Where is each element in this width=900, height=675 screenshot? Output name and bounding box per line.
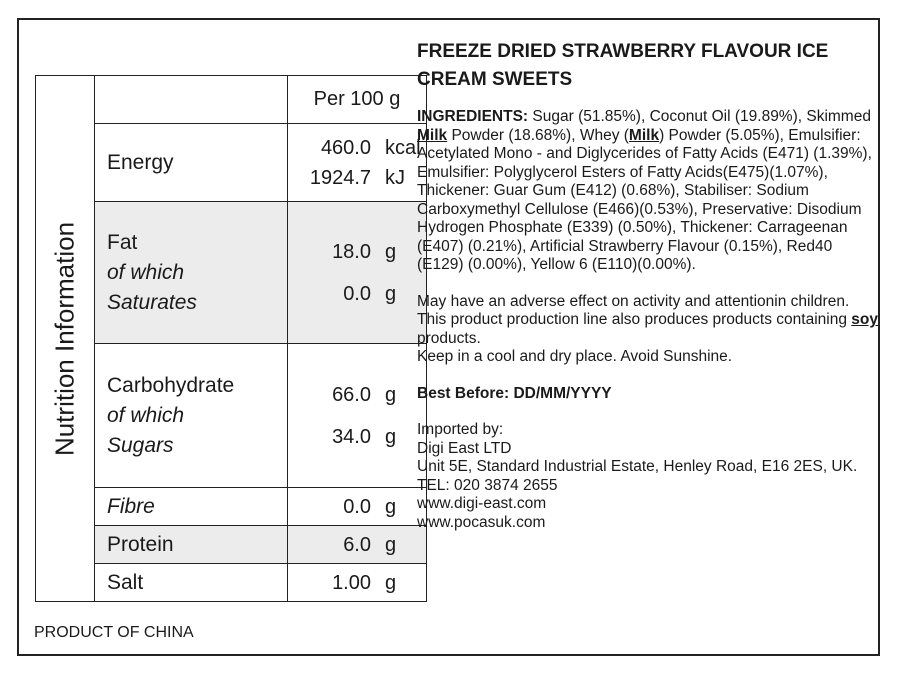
protein-values-cell — [288, 526, 427, 564]
salt-values-cell — [288, 564, 427, 602]
website-pocasuk: www.pocasuk.com — [417, 513, 546, 531]
energy-kcal-row — [288, 133, 426, 163]
production-line-notice — [417, 311, 879, 348]
sugars-row — [288, 422, 426, 452]
nutrition-side-title-cell — [36, 76, 95, 602]
ingredients-text-1: Sugar (51.85%), Coconut Oil (19.89%), Skimmed — [528, 108, 871, 125]
activity-warning: May have an adverse effect on activity and attentionin children. — [417, 292, 850, 310]
salt-unit: g — [385, 571, 397, 594]
product-title: FREEZE DRIED STRAWBERRY FLAVOUR ICE CREAM SWEETS — [417, 41, 829, 90]
fat-row — [288, 237, 426, 267]
saturates-label: Saturates — [107, 290, 197, 314]
salt-label: Salt — [95, 564, 288, 602]
carbohydrate-values-cell — [288, 344, 427, 488]
energy-kj-row — [288, 163, 426, 193]
fat-value: 18.0 — [332, 240, 371, 263]
energy-label: Energy — [107, 150, 174, 174]
product-info — [417, 38, 879, 532]
fat-of-which: of which — [107, 260, 185, 284]
per-100g-header: Per 100 g — [288, 76, 427, 124]
production-text-1: This product production line also produces products containing — [417, 311, 852, 328]
energy-kcal-unit: kcal — [385, 136, 421, 159]
sugars-value: 34.0 — [332, 425, 371, 448]
storage-instructions: Keep in a cool and dry place. Avoid Sunshine. — [417, 348, 733, 365]
energy-kj-value: 1924.7 — [309, 166, 371, 189]
energy-kj-unit: kJ — [385, 166, 405, 189]
saturates-value: 0.0 — [343, 282, 371, 305]
fibre-row — [288, 492, 426, 522]
salt-value: 1.00 — [332, 571, 371, 594]
fat-unit: g — [385, 240, 397, 263]
header-empty-cell — [95, 76, 288, 124]
nutrition-side-title: Nutrition Information — [49, 221, 80, 456]
fibre-unit: g — [385, 495, 397, 518]
allergen-milk-1: Milk — [417, 126, 448, 144]
protein-label: Protein — [95, 526, 288, 564]
sugars-unit: g — [385, 425, 397, 448]
protein-value: 6.0 — [343, 533, 371, 556]
company-address: Unit 5E, Standard Industrial Estate, Henley Road, E16 2ES, UK. — [417, 458, 858, 475]
company-name: Digi East LTD — [417, 439, 512, 457]
best-before: Best Before: DD/MM/YYYY — [417, 384, 612, 402]
carbohydrate-label: Carbohydrate — [107, 373, 235, 397]
carbohydrate-value: 66.0 — [332, 383, 371, 406]
fat-values-cell — [288, 202, 427, 344]
allergen-soy: soy — [851, 311, 878, 328]
energy-kcal-value: 460.0 — [320, 136, 371, 159]
imported-by-label: Imported by: — [417, 421, 504, 438]
fat-label-cell — [95, 202, 288, 344]
carbohydrate-label-cell — [95, 344, 288, 488]
fibre-value: 0.0 — [343, 495, 371, 518]
website-digi-east: www.digi-east.com — [417, 495, 547, 512]
protein-row — [288, 530, 426, 560]
production-text-2: products. — [417, 329, 481, 347]
ingredients-heading: INGREDIENTS: — [417, 108, 529, 125]
warnings-block — [417, 293, 879, 367]
protein-unit: g — [385, 533, 397, 556]
carbohydrate-of-which: of which — [107, 403, 185, 427]
importer-block — [417, 421, 879, 532]
fibre-values-cell — [288, 488, 427, 526]
energy-values-cell — [288, 124, 427, 202]
ingredients-text-3: ) Powder (5.05%), Emulsifier: Acetylated Mono - and Diglycerides of Fatty Acids (E471) (1.39%), Emulsifier: Polyglycerol Esters of Fatty Acids(E475)(1.07%), Thickener: Guar Gum (E412) (0.68%), Stabiliser: Sodium Carboxymethyl Cellulose (E466)(0.53%), Preservative: Disodium Hydrogen Phosphate (E339) (0.50%), Thickener: Carrageenan (E407) (0.21%), Artificial Strawberry Flavour (0.15%), Red40 (E129) (0.00%), Yellow 6 (E110)(0.00%). — [417, 126, 872, 273]
ingredients-paragraph — [417, 108, 879, 275]
country-of-origin: PRODUCT OF CHINA — [34, 624, 194, 641]
sugars-label: Sugars — [107, 433, 174, 457]
carbohydrate-unit: g — [385, 383, 397, 406]
carbohydrate-row — [288, 380, 426, 410]
allergen-milk-2: Milk — [628, 126, 660, 144]
nutrition-table — [35, 75, 427, 602]
energy-label-cell — [95, 124, 288, 202]
fat-label: Fat — [107, 230, 138, 254]
saturates-unit: g — [385, 282, 397, 305]
fibre-label: Fibre — [95, 488, 288, 526]
saturates-row — [288, 279, 426, 309]
salt-row — [288, 568, 426, 598]
company-telephone: TEL: 020 3874 2655 — [417, 476, 558, 494]
ingredients-text-2: Powder (18.68%), Whey ( — [447, 126, 629, 144]
